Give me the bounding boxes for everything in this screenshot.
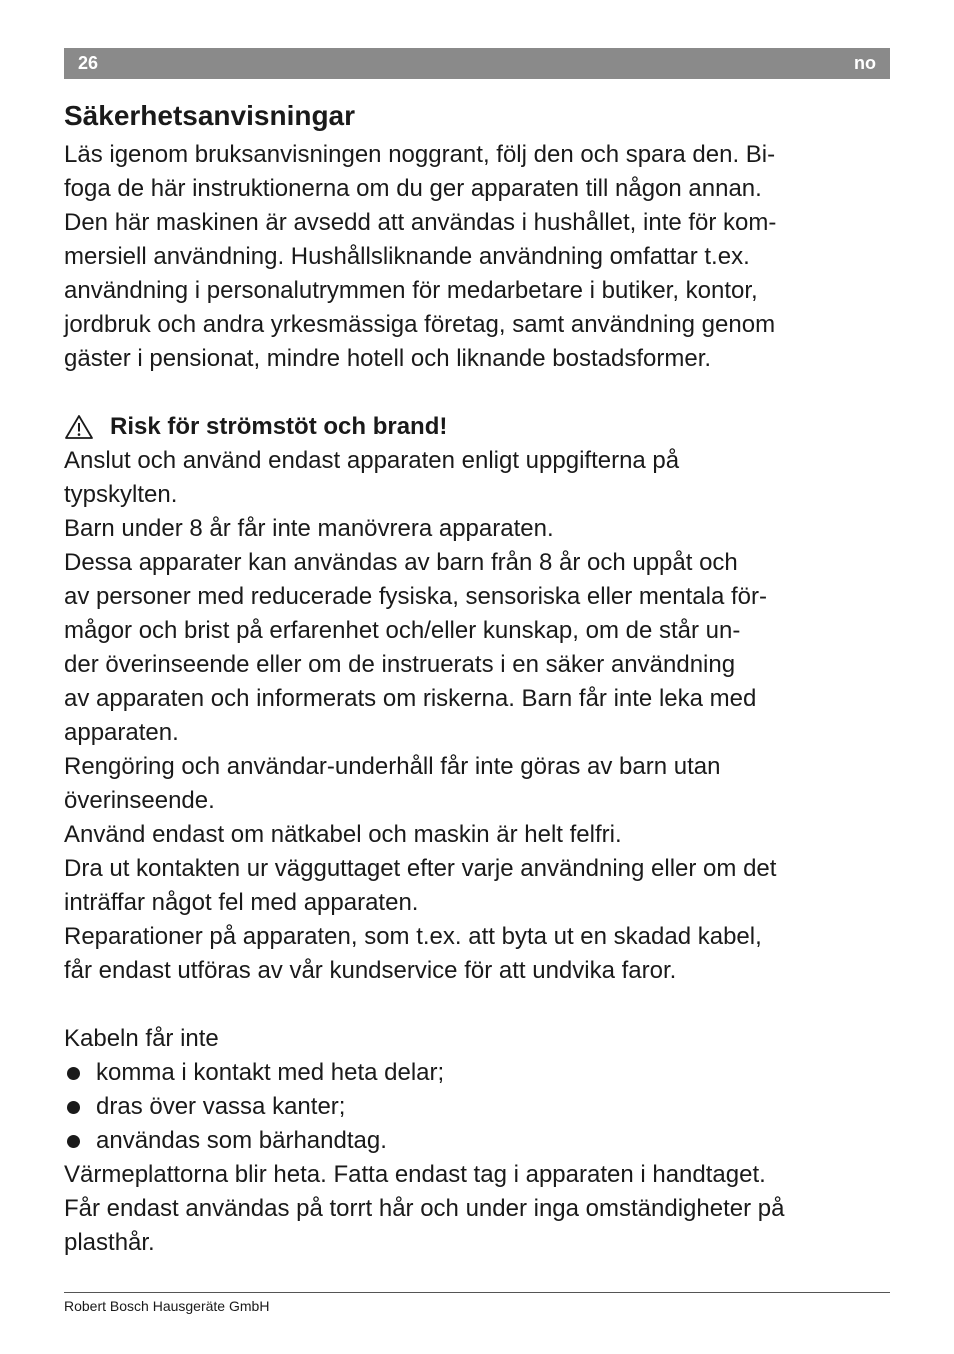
list-item-text: dras över vassa kanter;: [96, 1093, 346, 1120]
warning-line: Dessa apparater kan användas av barn från 8 år och uppåt och: [64, 549, 738, 576]
warning-text: [64, 444, 890, 988]
bullet-icon: [67, 1135, 80, 1148]
intro-line: Den här maskinen är avsedd att användas i hushållet, inte för kom-: [64, 209, 777, 236]
closing-text: [64, 1158, 890, 1260]
warning-line: inträffar något fel med apparaten.: [64, 889, 419, 916]
warning-line: apparaten.: [64, 719, 179, 746]
warning-line: av apparaten och informerats om riskerna. Barn får inte leka med: [64, 685, 757, 712]
warning-line: av personer med reducerade fysiska, sensoriska eller mentala för-: [64, 583, 767, 610]
intro-line: jordbruk och andra yrkesmässiga företag, samt användning genom: [64, 311, 776, 338]
page-number: 26: [78, 53, 99, 73]
closing-line: plasthår.: [64, 1229, 155, 1256]
paragraph-gap: [64, 376, 890, 410]
language-code: no: [854, 53, 876, 73]
footer-company: Robert Bosch Hausgeräte GmbH: [64, 1298, 270, 1314]
paragraph-gap: [64, 988, 890, 1022]
page-header-bar: [64, 48, 890, 79]
warning-line: Reparationer på apparaten, som t.ex. att byta ut en skadad kabel,: [64, 923, 762, 950]
list-item: [64, 1124, 890, 1158]
list-item-text: komma i kontakt med heta delar;: [96, 1059, 445, 1086]
page-content: [64, 94, 890, 1260]
warning-line: överinseende.: [64, 787, 215, 814]
warning-line: mågor och brist på erfarenhet och/eller kunskap, om de står un-: [64, 617, 741, 644]
list-item-text: användas som bärhandtag.: [96, 1127, 387, 1154]
bullet-icon: [67, 1067, 80, 1080]
intro-paragraph: [64, 138, 890, 376]
warning-heading: Risk för strömstöt och brand!: [110, 413, 448, 440]
intro-line: foga de här instruktionerna om du ger apparaten till någon annan.: [64, 175, 762, 202]
warning-line: der överinseende eller om de instruerats i en säker användning: [64, 651, 736, 678]
warning-heading-row: [64, 410, 890, 444]
intro-line: mersiell användning. Hushållsliknande användning omfattar t.ex.: [64, 243, 750, 270]
closing-line: Får endast användas på torrt hår och under inga omständigheter på: [64, 1195, 785, 1222]
section-title: Säkerhetsanvisningar: [64, 100, 356, 131]
warning-line: Anslut och använd endast apparaten enligt uppgifterna på: [64, 447, 680, 474]
cable-intro: Kabeln får inte: [64, 1025, 219, 1052]
warning-line: typskylten.: [64, 481, 178, 508]
bullet-icon: [67, 1101, 80, 1114]
list-item: [64, 1056, 890, 1090]
warning-line: Använd endast om nätkabel och maskin är helt felfri.: [64, 821, 622, 848]
warning-line: får endast utföras av vår kundservice för att undvika faror.: [64, 957, 677, 984]
warning-line: Rengöring och användar-underhåll får inte göras av barn utan: [64, 753, 721, 780]
list-item: [64, 1090, 890, 1124]
warning-line: Barn under 8 år får inte manövrera apparaten.: [64, 515, 554, 542]
warning-triangle-icon: [64, 414, 94, 440]
footer-divider: [64, 1292, 890, 1293]
intro-line: användning i personalutrymmen för medarbetare i butiker, kontor,: [64, 277, 758, 304]
intro-line: Läs igenom bruksanvisningen noggrant, följ den och spara den. Bi-: [64, 141, 776, 168]
cable-bullet-list: [64, 1056, 890, 1158]
warning-line: Dra ut kontakten ur vägguttaget efter varje användning eller om det: [64, 855, 777, 882]
intro-line: gäster i pensionat, mindre hotell och liknande bostadsformer.: [64, 345, 712, 372]
closing-line: Värmeplattorna blir heta. Fatta endast tag i apparaten i handtaget.: [64, 1161, 766, 1188]
